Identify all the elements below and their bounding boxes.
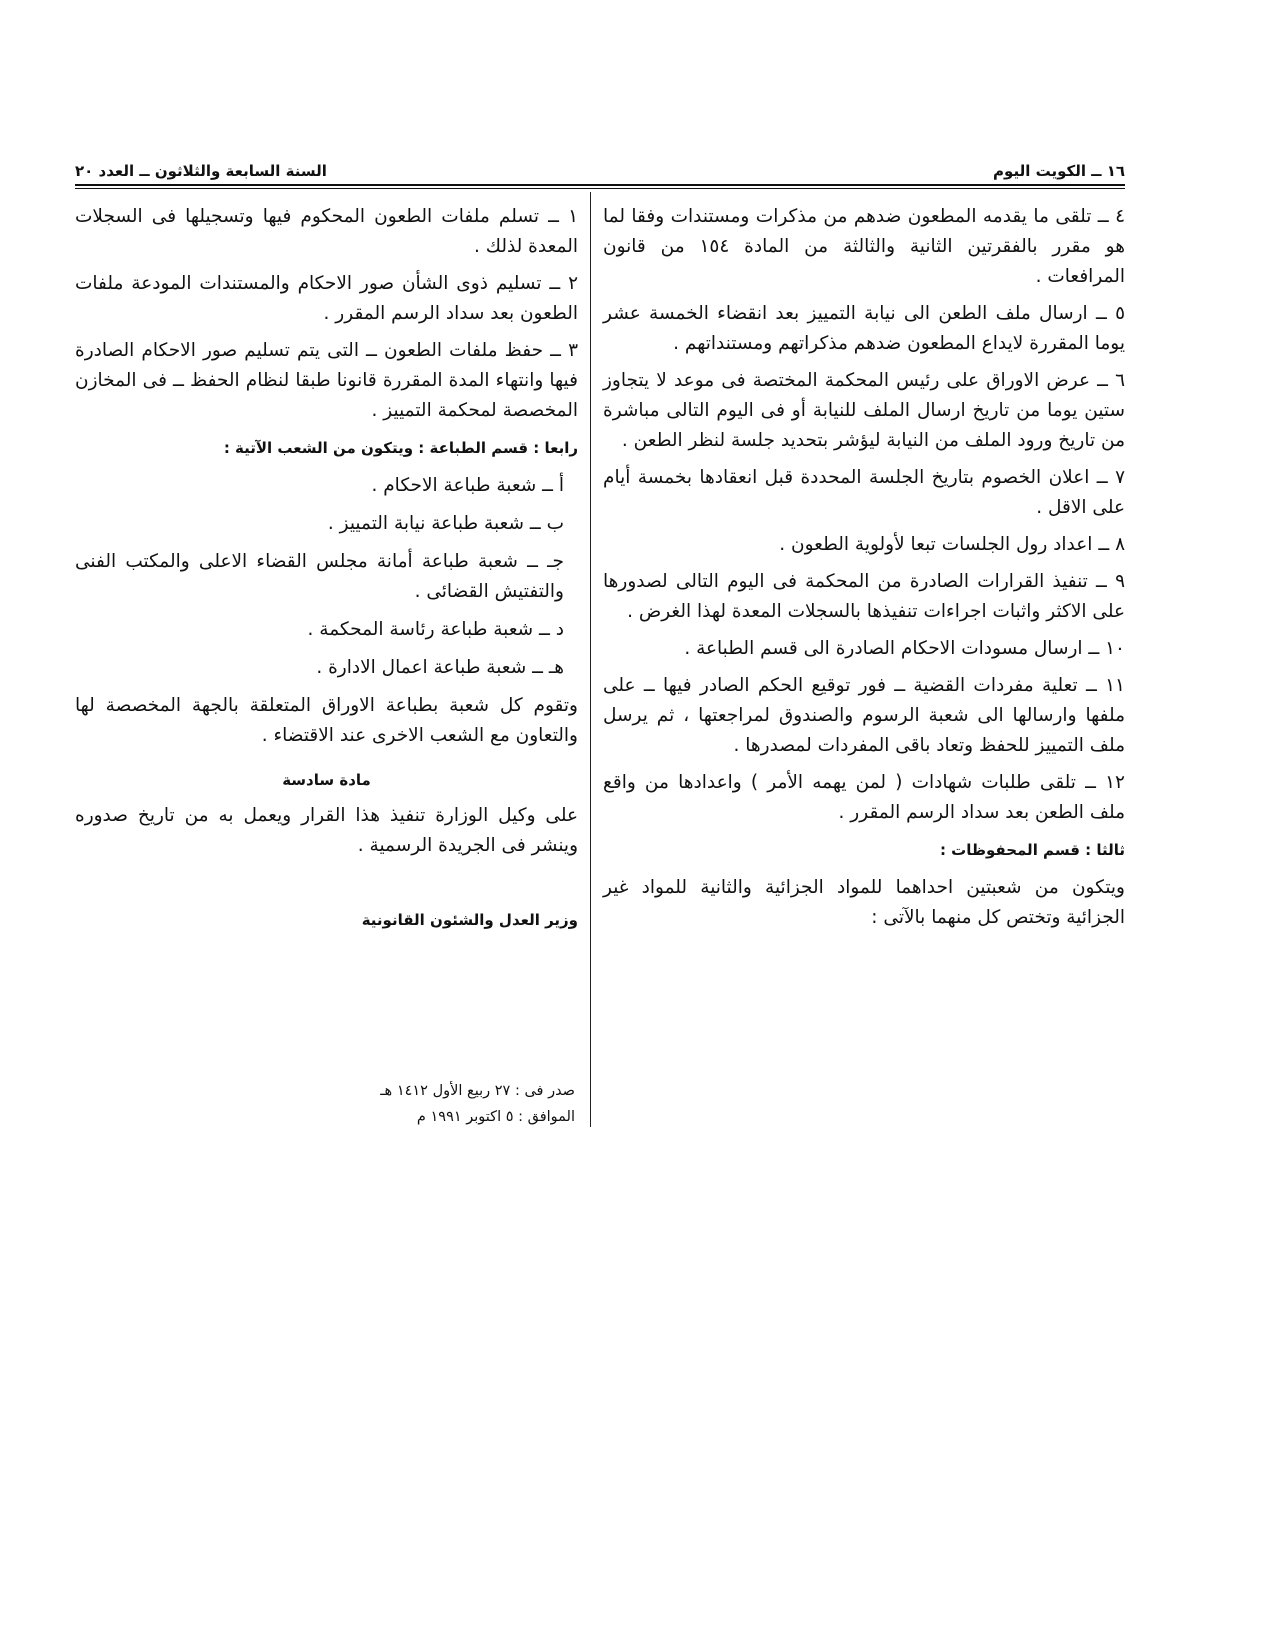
right-column	[603, 202, 1125, 940]
clause-9: ٩ ــ تنفيذ القرارات الصادرة من المحكمة فى اليوم التالى لصدورها على الاكثر واثبات اجراءات تنفيذها بالسجلات المعدة لهذا الغرض .	[603, 571, 1125, 622]
section-four-heading: رابعا : قسم الطباعة : ويتكون من الشعب الآتية :	[223, 439, 578, 457]
printing-item-b: ب ــ شعبة طباعة نيابة التمييز .	[327, 513, 564, 534]
minister-signature: وزير العدل والشئون القانونية	[361, 911, 578, 929]
article-six-heading: مادة سادسة	[282, 771, 371, 789]
header-rule	[75, 184, 1125, 186]
clause-11: ١١ ــ تعلية مفردات القضية ــ فور توقيع الحكم الصادر فيها ــ على ملفها وارسالها الى شعبة الرسوم والصندوق لمراجعتها ، ثم يرسل ملف التمييز للحفظ وتعاد باقى المفردات لمصدرها .	[603, 675, 1125, 756]
article-six-body: على وكيل الوزارة تنفيذ هذا القرار ويعمل به من تاريخ صدوره وينشر فى الجريدة الرسمية .	[75, 805, 578, 856]
archive-clause-3: ٣ ــ حفظ ملفات الطعون ــ التى يتم تسليم صور الاحكام الصادرة فيها وانتهاء المدة المقررة قانونا طبقا لنظام الحفظ ــ فى المخازن المخصصة لمحكمة التمييز .	[75, 340, 578, 421]
clause-5: ٥ ــ ارسال ملف الطعن الى نيابة التمييز بعد انقضاء الخمسة عشر يوما المقررة لايداع المطعون ضدهم مذكراتهم ومستنداتهم .	[603, 303, 1125, 354]
header-rule-thin	[75, 188, 1125, 189]
issue-date-hijri: صدر فى : ٢٧ ربيع الأول ١٤١٢ هـ	[380, 1083, 575, 1099]
page-header	[75, 154, 1125, 180]
archive-clause-1: ١ ــ تسلم ملفات الطعون المحكوم فيها وتسجيلها فى السجلات المعدة لذلك .	[75, 206, 578, 257]
clause-10: ١٠ ــ ارسال مسودات الاحكام الصادرة الى قسم الطباعة .	[684, 638, 1125, 659]
printing-item-c: جـ ــ شعبة طباعة أمانة مجلس القضاء الاعلى والمكتب الفنى والتفتيش القضائى .	[75, 551, 564, 602]
section-three-body: ويتكون من شعبتين احداهما للمواد الجزائية والثانية للمواد غير الجزائية وتختص كل منهما بالآتى :	[603, 877, 1125, 928]
printing-item-e: هـ ــ شعبة طباعة اعمال الادارة .	[316, 657, 564, 678]
clause-4: ٤ ــ تلقى ما يقدمه المطعون ضدهم من مذكرات ومستندات وفقا لما هو مقرر بالفقرتين الثانية والثالثة من المادة ١٥٤ من قانون المرافعات .	[603, 206, 1125, 287]
header-publication-title: ١٦ ــ الكويت اليوم	[993, 162, 1125, 180]
archive-clause-2: ٢ ــ تسليم ذوى الشأن صور الاحكام والمستندات المودعة ملفات الطعون بعد سداد الرسم المقرر .	[75, 273, 578, 324]
printing-item-a: أ ــ شعبة طباعة الاحكام .	[371, 475, 564, 496]
clause-8: ٨ ــ اعداد رول الجلسات تبعا لأولوية الطعون .	[779, 534, 1125, 555]
printing-item-d: د ــ شعبة طباعة رئاسة المحكمة .	[307, 619, 564, 640]
section-three-heading: ثالثا : قسم المحفوظات :	[939, 841, 1125, 859]
clause-12: ١٢ ــ تلقى طلبات شهادات ( لمن يهمه الأمر ) واعدادها من واقع ملف الطعن بعد سداد الرسم المقرر .	[603, 772, 1125, 823]
clause-6: ٦ ــ عرض الاوراق على رئيس المحكمة المختصة فى موعد لا يتجاوز ستين يوما من تاريخ ارسال الملف للنيابة أو فى اليوم التالى مباشرة من تاريخ ورود الملف من النيابة ليؤشر بتحديد جلسة لنظر الطعن .	[603, 370, 1125, 451]
column-divider	[590, 192, 591, 1127]
clause-7: ٧ ــ اعلان الخصوم بتاريخ الجلسة المحددة قبل انعقادها بخمسة أيام على الاقل .	[603, 467, 1125, 518]
left-column	[75, 202, 578, 950]
issue-date-gregorian: الموافق : ٥ اكتوبر ١٩٩١ م	[416, 1109, 575, 1125]
header-issue-info: السنة السابعة والثلاثون ــ العدد ٢٠	[75, 162, 327, 180]
issue-date-block	[290, 1078, 575, 1130]
section-four-closing: وتقوم كل شعبة بطباعة الاوراق المتعلقة بالجهة المخصصة لها والتعاون مع الشعب الاخرى عند الاقتضاء .	[75, 695, 578, 746]
